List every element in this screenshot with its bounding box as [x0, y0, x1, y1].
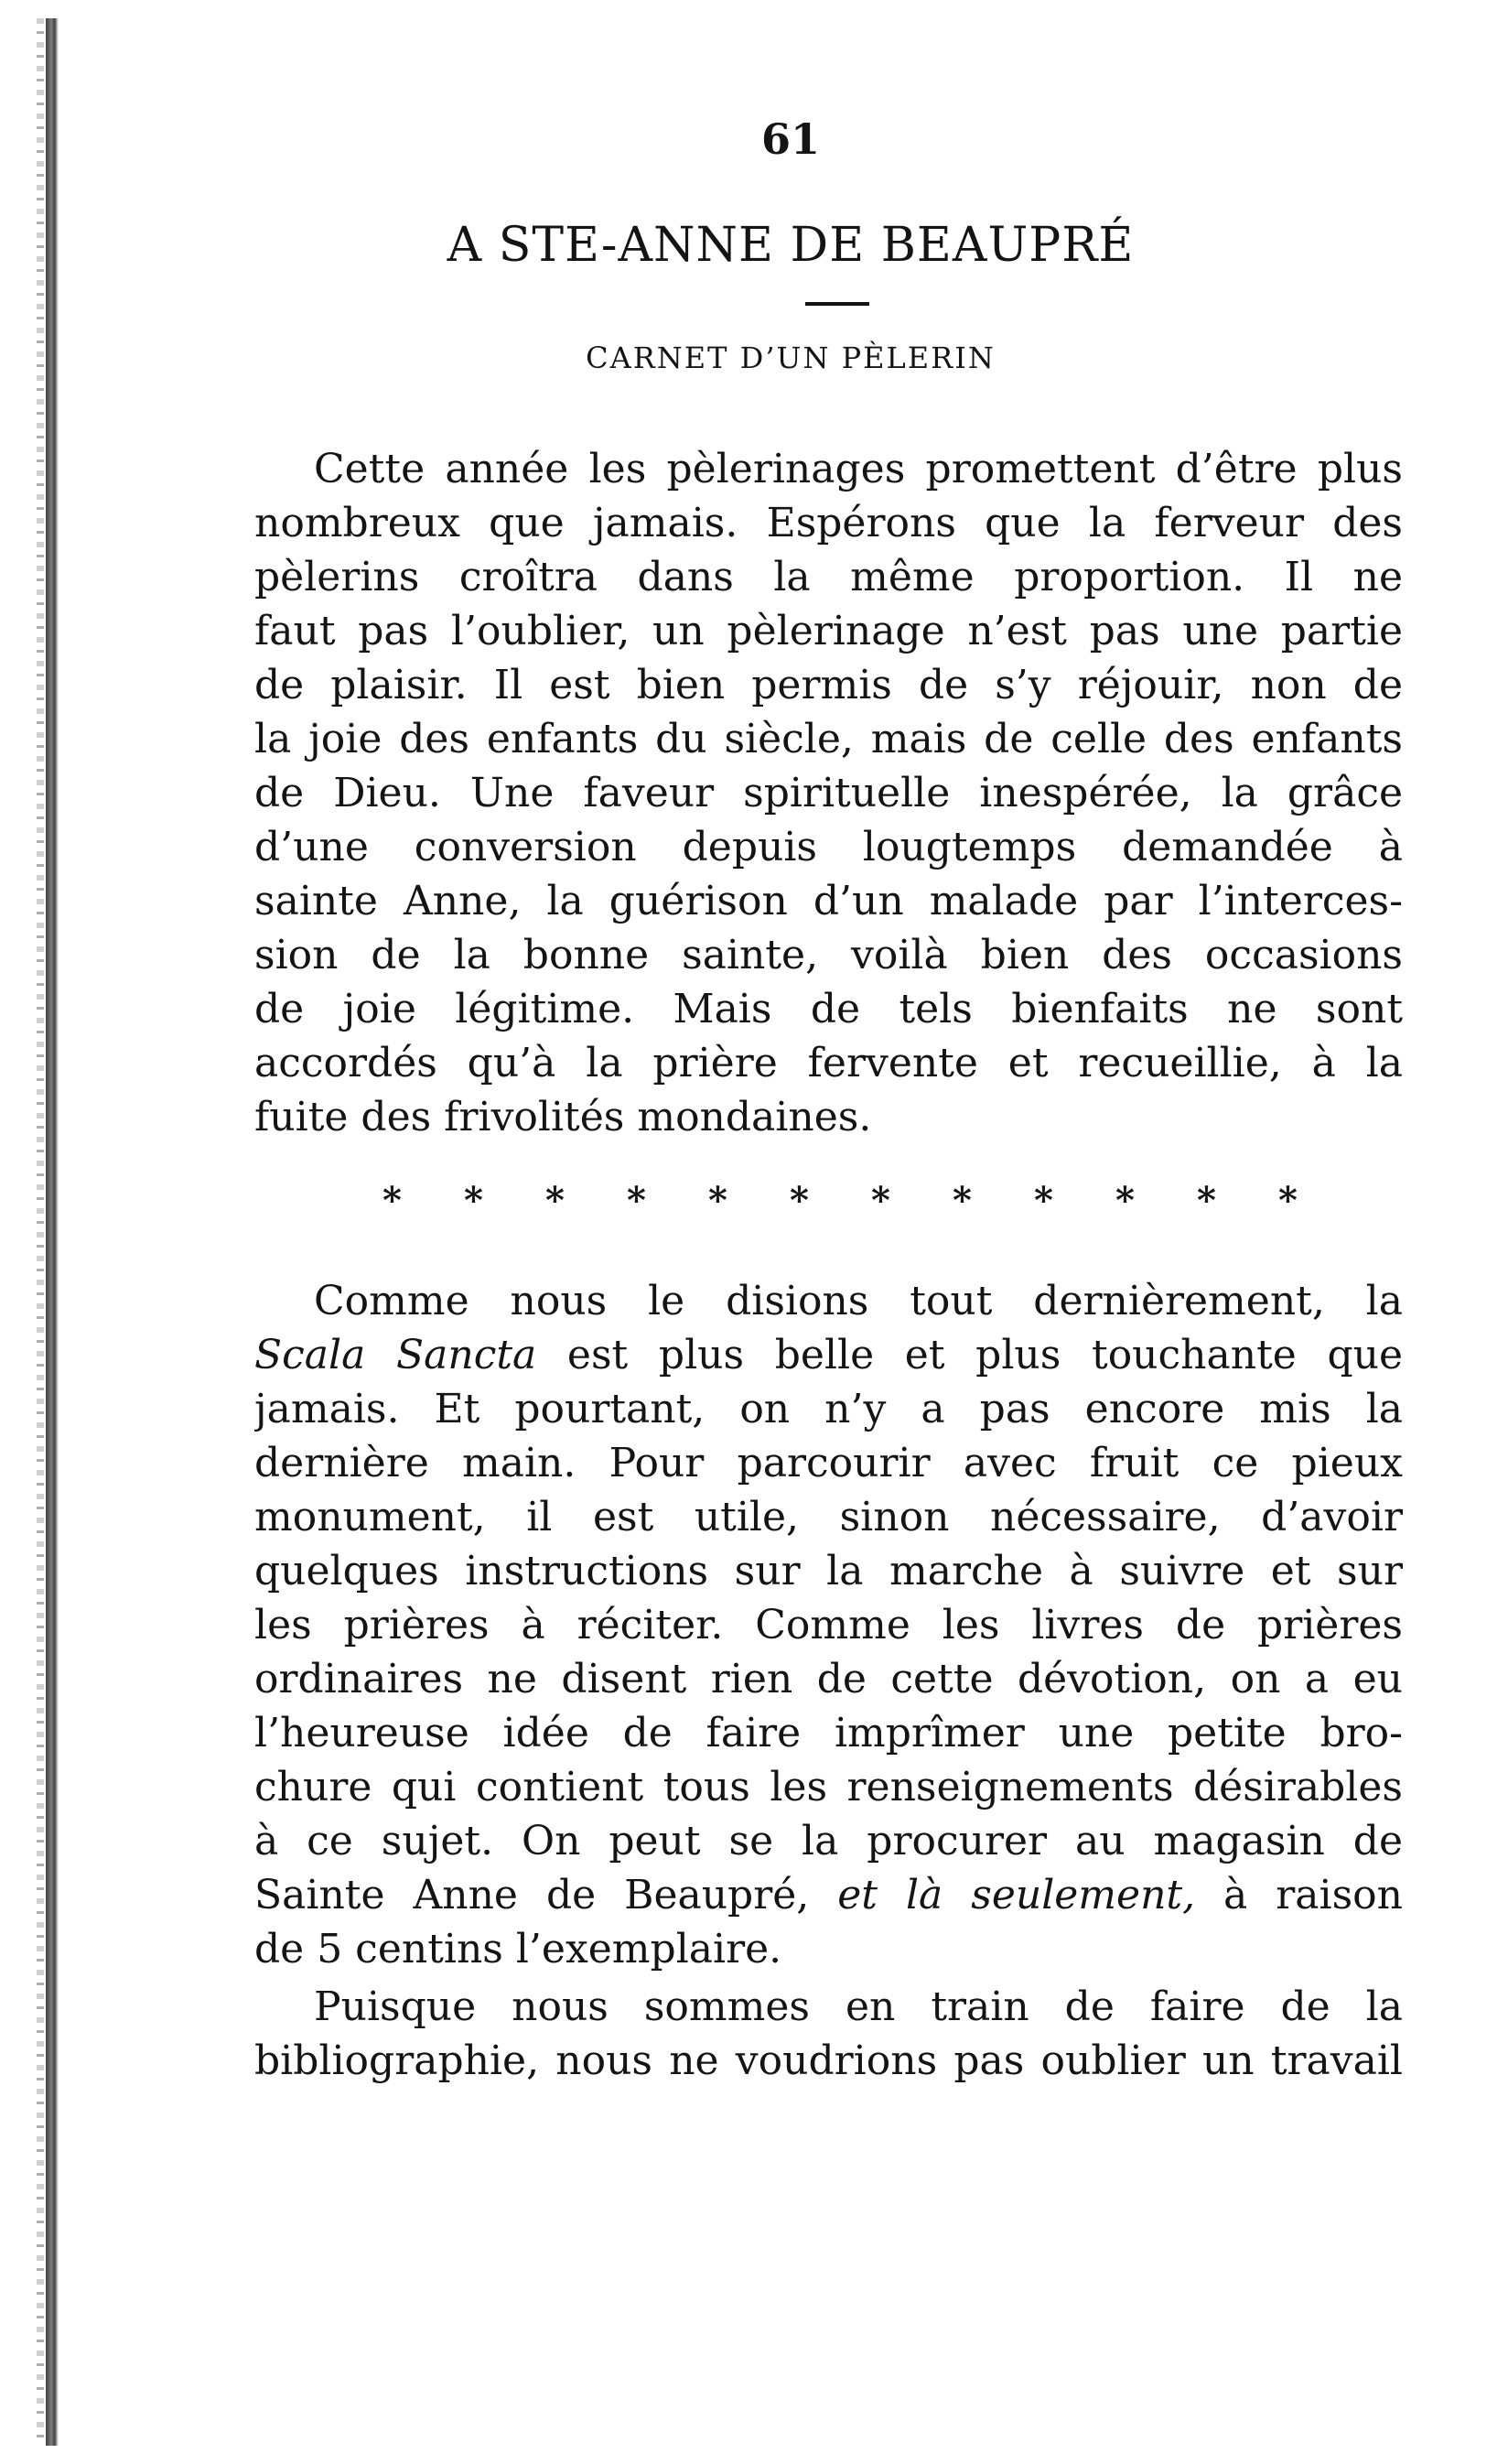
paragraph-3: [254, 1980, 1403, 2088]
text-line: de plaisir. Il est bien permis de s’y réjouir, non de: [254, 662, 1403, 708]
text-line: sion de la bonne sainte, voilà bien des occasions: [254, 932, 1403, 978]
text-line: nombreux que jamais. Espérons que la ferveur des: [254, 500, 1403, 546]
text-line: [254, 1868, 1403, 1922]
separator-star: *: [627, 1179, 646, 1222]
article-title: A STE-ANNE DE BEAUPRÉ: [447, 218, 1135, 273]
title-rule: [805, 302, 869, 306]
italic-phrase: et là seulement,: [837, 1872, 1196, 1918]
text-line: l’heureuse idée de faire imprîmer une petite bro-: [254, 1710, 1403, 1756]
text-line: monument, il est utile, sinon nécessaire, d’avoir: [254, 1494, 1403, 1540]
separator-star: *: [871, 1179, 890, 1222]
text-line: Puisque nous sommes en train de faire de la: [314, 1983, 1403, 2030]
paragraph-2: [254, 1274, 1403, 1976]
text-segment: à raison: [1195, 1872, 1403, 1918]
text-segment: est plus belle et plus touchante que: [536, 1332, 1403, 1378]
text-line: ordinaires ne disent rien de cette dévotion, on a eu: [254, 1656, 1403, 1702]
text-line: les prières à réciter. Comme les livres de prières: [254, 1602, 1403, 1648]
text-line: d’une conversion depuis lougtemps demandée à: [254, 824, 1403, 870]
separator-star: *: [1278, 1179, 1298, 1222]
separator-star: *: [790, 1179, 809, 1222]
section-separator: [382, 1179, 1298, 1222]
article-subtitle: CARNET D’UN PÈLERIN: [586, 340, 996, 375]
text-line: jamais. Et pourtant, on n’y a pas encore mis la: [254, 1386, 1403, 1432]
paragraph-1: [254, 442, 1403, 1144]
text-line: [254, 1328, 1403, 1382]
text-line: chure qui contient tous les renseignements désirables: [254, 1764, 1403, 1810]
italic-phrase: Scala Sancta: [254, 1332, 537, 1378]
text-line: sainte Anne, la guérison d’un malade par l’interces-: [254, 878, 1403, 924]
text-line: dernière main. Pour parcourir avec fruit ce pieux: [254, 1440, 1403, 1486]
text-line: de Dieu. Une faveur spirituelle inespérée, la grâce: [254, 770, 1403, 816]
separator-star: *: [953, 1179, 972, 1222]
separator-star: *: [382, 1179, 402, 1222]
separator-star: *: [545, 1179, 565, 1222]
text-line: bibliographie, nous ne voudrions pas oublier un travail: [254, 2037, 1403, 2084]
text-line: Comme nous le disions tout dernièrement, la: [314, 1278, 1403, 1324]
text-line: la joie des enfants du siècle, mais de celle des enfants: [254, 716, 1403, 762]
text-line: de 5 centins l’exemplaire.: [254, 1926, 782, 1972]
text-line: accordés qu’à la prière fervente et recueillie, à la: [254, 1040, 1403, 1086]
separator-star: *: [1197, 1179, 1216, 1222]
separator-star: *: [1115, 1179, 1135, 1222]
page-gutter-edge: [37, 18, 44, 2446]
text-segment: Sainte Anne de Beaupré,: [254, 1872, 838, 1918]
separator-star: *: [708, 1179, 727, 1222]
text-line: pèlerins croîtra dans la même proportion. Il ne: [254, 554, 1403, 600]
text-line: de joie légitime. Mais de tels bienfaits ne sont: [254, 986, 1403, 1032]
text-line: faut pas l’oublier, un pèlerinage n’est pas une partie: [254, 608, 1403, 654]
text-line: quelques instructions sur la marche à suivre et sur: [254, 1548, 1403, 1594]
text-line: fuite des frivolités mondaines.: [254, 1094, 872, 1140]
separator-star: *: [1034, 1179, 1053, 1222]
separator-star: *: [464, 1179, 483, 1222]
text-line: à ce sujet. On peut se la procurer au magasin de: [254, 1818, 1403, 1864]
book-spine-shadow: [46, 18, 59, 2446]
text-line: Cette année les pèlerinages promettent d’être plus: [314, 446, 1403, 492]
page-number: 61: [760, 114, 820, 164]
